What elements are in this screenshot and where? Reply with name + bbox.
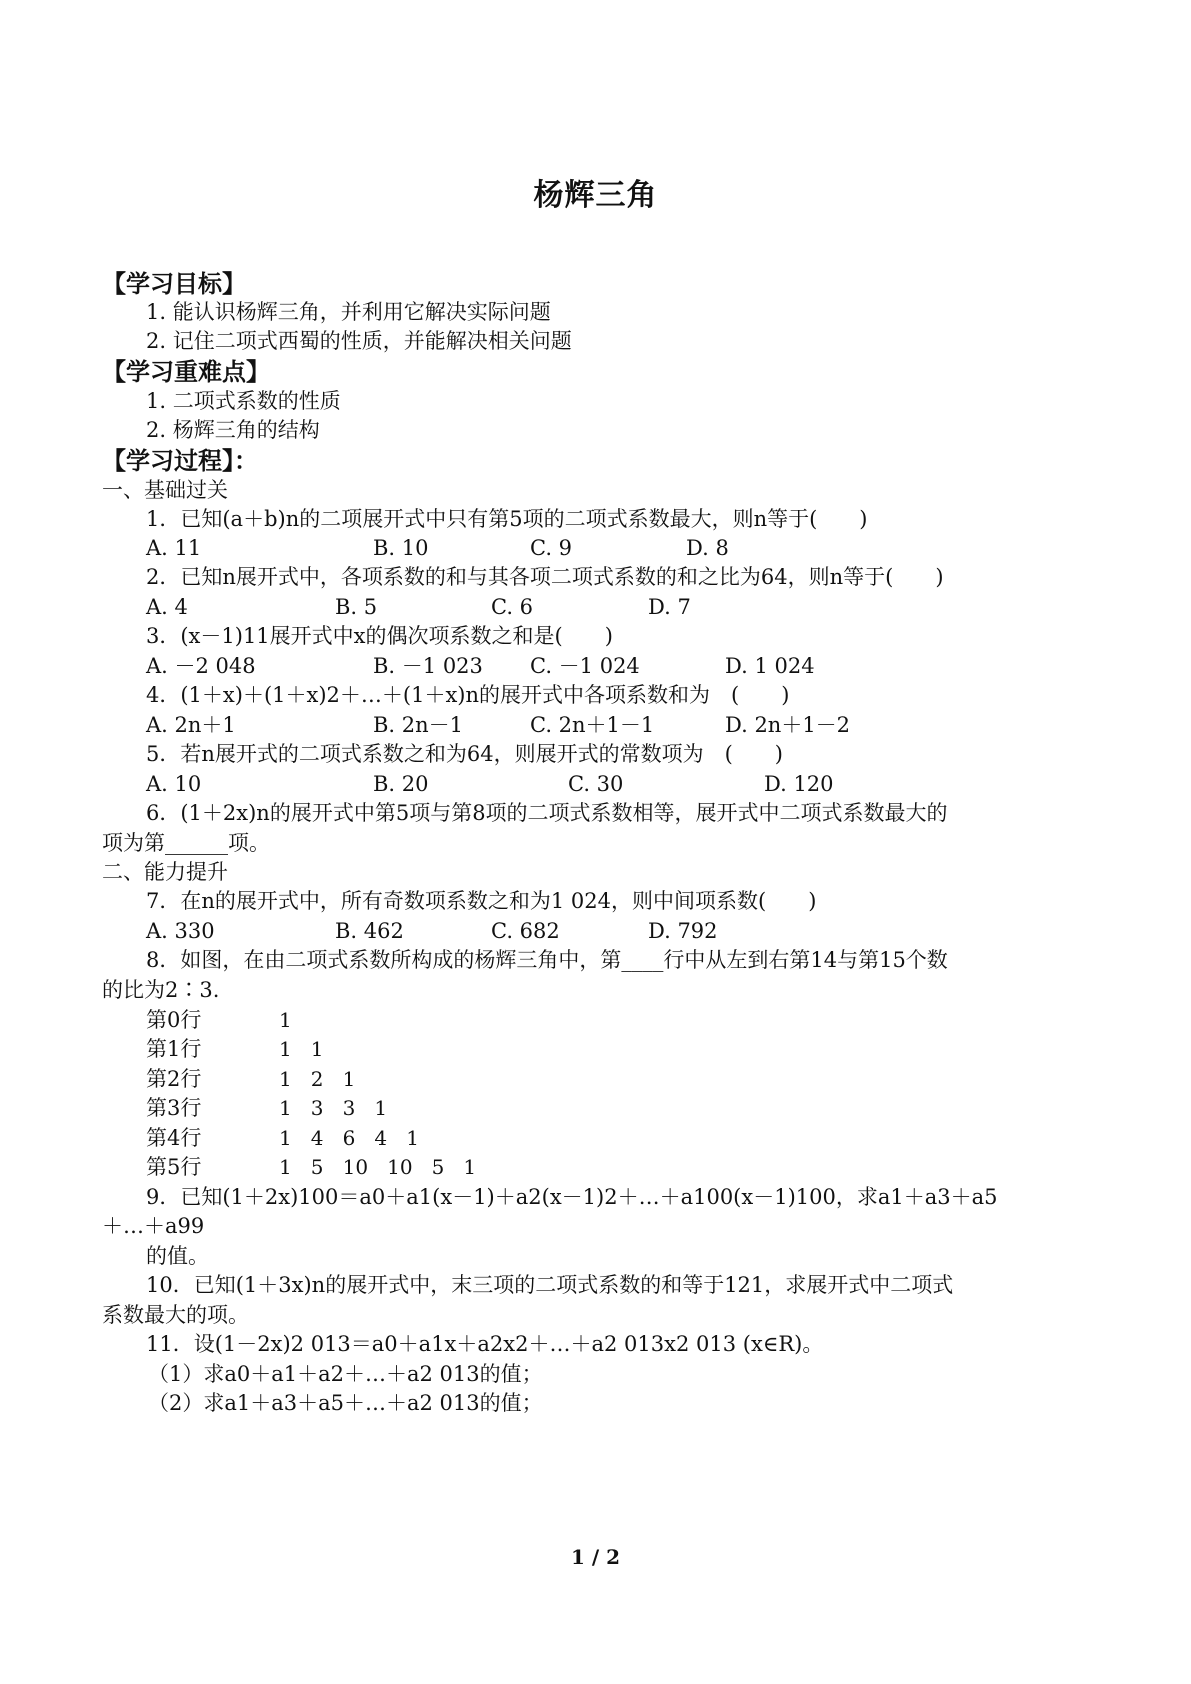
triangle-row-label: 第1行 bbox=[146, 1037, 202, 1061]
question-7: 7．在n的展开式中，所有奇数项系数之和为1 024，则中间项系数( ) bbox=[146, 889, 817, 913]
q5-option-c: C. 30 bbox=[568, 772, 624, 796]
question-6: 6．(1＋2x)n的展开式中第5项与第8项的二项式系数相等，展开式中二项式系数最大的 bbox=[146, 801, 948, 825]
q4-option-c: C. 2n＋1－1 bbox=[530, 713, 655, 737]
q4-option-a: A. 2n＋1 bbox=[146, 713, 236, 737]
q7-option-c: C. 682 bbox=[491, 919, 560, 943]
triangle-row-numbers: 1 1 bbox=[279, 1037, 324, 1061]
triangle-row-numbers: 1 4 6 4 1 bbox=[279, 1126, 419, 1150]
objectives-heading: 【学习目标】 bbox=[102, 270, 246, 298]
q7-option-a: A. 330 bbox=[146, 919, 215, 943]
q4-option-b: B. 2n－1 bbox=[373, 713, 464, 737]
q1-option-c: C. 9 bbox=[530, 536, 573, 560]
question-3: 3．(x－1)11展开式中x的偶次项系数之和是( ) bbox=[146, 624, 613, 648]
question-10-cont: 系数最大的项。 bbox=[102, 1303, 249, 1327]
q1-option-b: B. 10 bbox=[373, 536, 429, 560]
question-5: 5．若n展开式的二项式系数之和为64，则展开式的常数项为 ( ) bbox=[146, 742, 783, 766]
question-10: 10．已知(1＋3x)n的展开式中，末三项的二项式系数的和等于121，求展开式中二项式 bbox=[146, 1273, 954, 1297]
triangle-row-numbers: 1 5 10 10 5 1 bbox=[279, 1155, 477, 1179]
q3-option-d: D. 1 024 bbox=[725, 654, 815, 678]
process-heading: 【学习过程】： bbox=[102, 447, 258, 475]
triangle-row-label: 第5行 bbox=[146, 1155, 202, 1179]
question-9-cont2: 的值。 bbox=[146, 1244, 209, 1268]
question-1: 1．已知(a＋b)n的二项展开式中只有第5项的二项式系数最大，则n等于( ) bbox=[146, 507, 868, 531]
page-title: 杨辉三角 bbox=[533, 178, 658, 213]
triangle-row-numbers: 1 bbox=[279, 1008, 292, 1032]
triangle-row-label: 第2行 bbox=[146, 1067, 202, 1091]
key-point-item: 1. 二项式系数的性质 bbox=[146, 389, 341, 413]
q3-option-a: A. －2 048 bbox=[146, 654, 256, 678]
q2-option-d: D. 7 bbox=[648, 595, 691, 619]
q2-option-b: B. 5 bbox=[335, 595, 378, 619]
q1-option-d: D. 8 bbox=[686, 536, 729, 560]
q2-option-a: A. 4 bbox=[146, 595, 188, 619]
objective-item: 2. 记住二项式西蜀的性质，并能解决相关问题 bbox=[146, 329, 572, 353]
question-8-cont: 的比为2∶3. bbox=[102, 978, 220, 1002]
q3-option-c: C. －1 024 bbox=[530, 654, 640, 678]
q3-option-b: B. －1 023 bbox=[373, 654, 483, 678]
key-points-heading: 【学习重难点】 bbox=[102, 358, 270, 386]
question-4: 4．(1＋x)＋(1＋x)2＋…＋(1＋x)n的展开式中各项系数和为 ( ) bbox=[146, 683, 790, 707]
q7-option-b: B. 462 bbox=[335, 919, 404, 943]
question-11-part-1: （1）求a0＋a1＋a2＋…＋a2 013的值； bbox=[148, 1362, 543, 1386]
q4-option-d: D. 2n＋1－2 bbox=[725, 713, 851, 737]
question-8: 8．如图，在由二项式系数所构成的杨辉三角中，第____行中从左到右第14与第15个数 bbox=[146, 948, 948, 972]
objective-item: 1. 能认识杨辉三角，并利用它解决实际问题 bbox=[146, 300, 551, 324]
page-number: 1 / 2 bbox=[570, 1545, 621, 1569]
triangle-row-numbers: 1 3 3 1 bbox=[279, 1096, 388, 1120]
question-9-cont: ＋…＋a99 bbox=[102, 1214, 205, 1238]
question-11: 11．设(1－2x)2 013＝a0＋a1x＋a2x2＋…＋a2 013x2 013 (x∈R)。 bbox=[146, 1332, 824, 1356]
question-11-part-2: （2）求a1＋a3＋a5＋…＋a2 013的值； bbox=[148, 1391, 543, 1415]
key-point-item: 2. 杨辉三角的结构 bbox=[146, 418, 320, 442]
q1-option-a: A. 11 bbox=[146, 536, 202, 560]
question-9: 9．已知(1＋2x)100＝a0＋a1(x－1)＋a2(x－1)2＋…＋a100(x－1)100，求a1＋a3＋a5 bbox=[146, 1185, 998, 1209]
triangle-row-numbers: 1 2 1 bbox=[279, 1067, 356, 1091]
section-basic: 一、基础过关 bbox=[102, 478, 228, 502]
q7-option-d: D. 792 bbox=[648, 919, 718, 943]
q5-option-b: B. 20 bbox=[373, 772, 429, 796]
q2-option-c: C. 6 bbox=[491, 595, 534, 619]
triangle-row-label: 第0行 bbox=[146, 1008, 202, 1032]
q5-option-d: D. 120 bbox=[764, 772, 834, 796]
q5-option-a: A. 10 bbox=[146, 772, 202, 796]
triangle-row-label: 第4行 bbox=[146, 1126, 202, 1150]
section-advanced: 二、能力提升 bbox=[102, 860, 228, 884]
question-2: 2．已知n展开式中，各项系数的和与其各项二项式系数的和之比为64，则n等于( ) bbox=[146, 565, 944, 589]
triangle-row-label: 第3行 bbox=[146, 1096, 202, 1120]
question-6-cont: 项为第______项。 bbox=[102, 831, 270, 855]
